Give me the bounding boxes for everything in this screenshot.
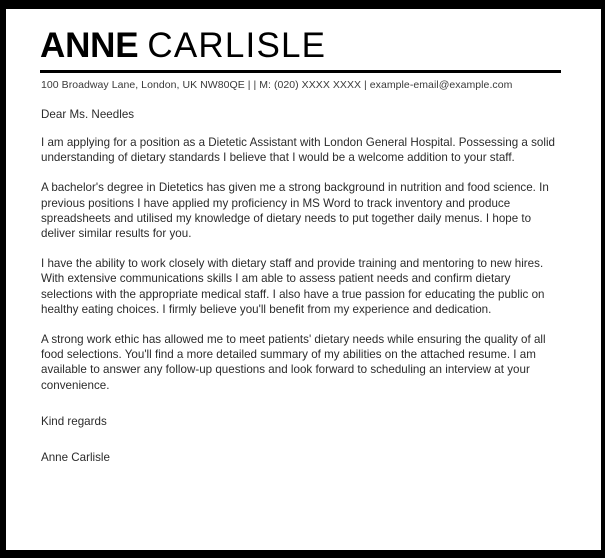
body-paragraph: A bachelor's degree in Dietetics has given me a strong background in nutrition and food science. In previous positions I have applied my proficiency in MS Word to track inventory and produce spreadsheets and utilised my knowledge of dietary needs to put together daily menus. I hope to deliver similar results for you. — [41, 181, 549, 241]
page-content — [6, 9, 601, 550]
letterhead-first-name: ANNE — [40, 26, 139, 65]
letterhead-last-name: CARLISLE — [147, 26, 327, 65]
body-paragraph: I am applying for a position as a Dietetic Assistant with London General Hospital. Possessing a solid understanding of dietary standards I believe that I would be a welcome addition to your staff. — [41, 136, 555, 165]
letterhead — [33, 28, 567, 91]
letterhead-divider — [40, 70, 561, 73]
signature-name: Anne Carlisle — [41, 450, 110, 464]
contact-info: 100 Broadway Lane, London, UK NW80QE | | M: (020) XXXX XXXX | example-email@example.com — [41, 79, 513, 91]
page-title — [33, 28, 567, 63]
closing-phrase: Kind regards — [41, 414, 107, 428]
body-paragraph: I have the ability to work closely with dietary staff and provide training and mentoring to new hires. With extensive communications skills I am able to assess patient needs and confirm dietary selections with the appropriate medical staff. I also have a true passion for educating the public on healthy eating choices. I firmly believe you'll benefit from my experience and dedication. — [41, 257, 545, 316]
salutation: Dear Ms. Needles — [41, 108, 135, 121]
letter-body — [33, 108, 567, 464]
body-paragraph: A strong work ethic has allowed me to meet patients' dietary needs while ensuring the quality of all food selections. You'll find a more detailed summary of my abilities on the attached resume. I am available to answer any follow-up questions and look forward to scheduling an interview at your convenience. — [41, 333, 546, 392]
